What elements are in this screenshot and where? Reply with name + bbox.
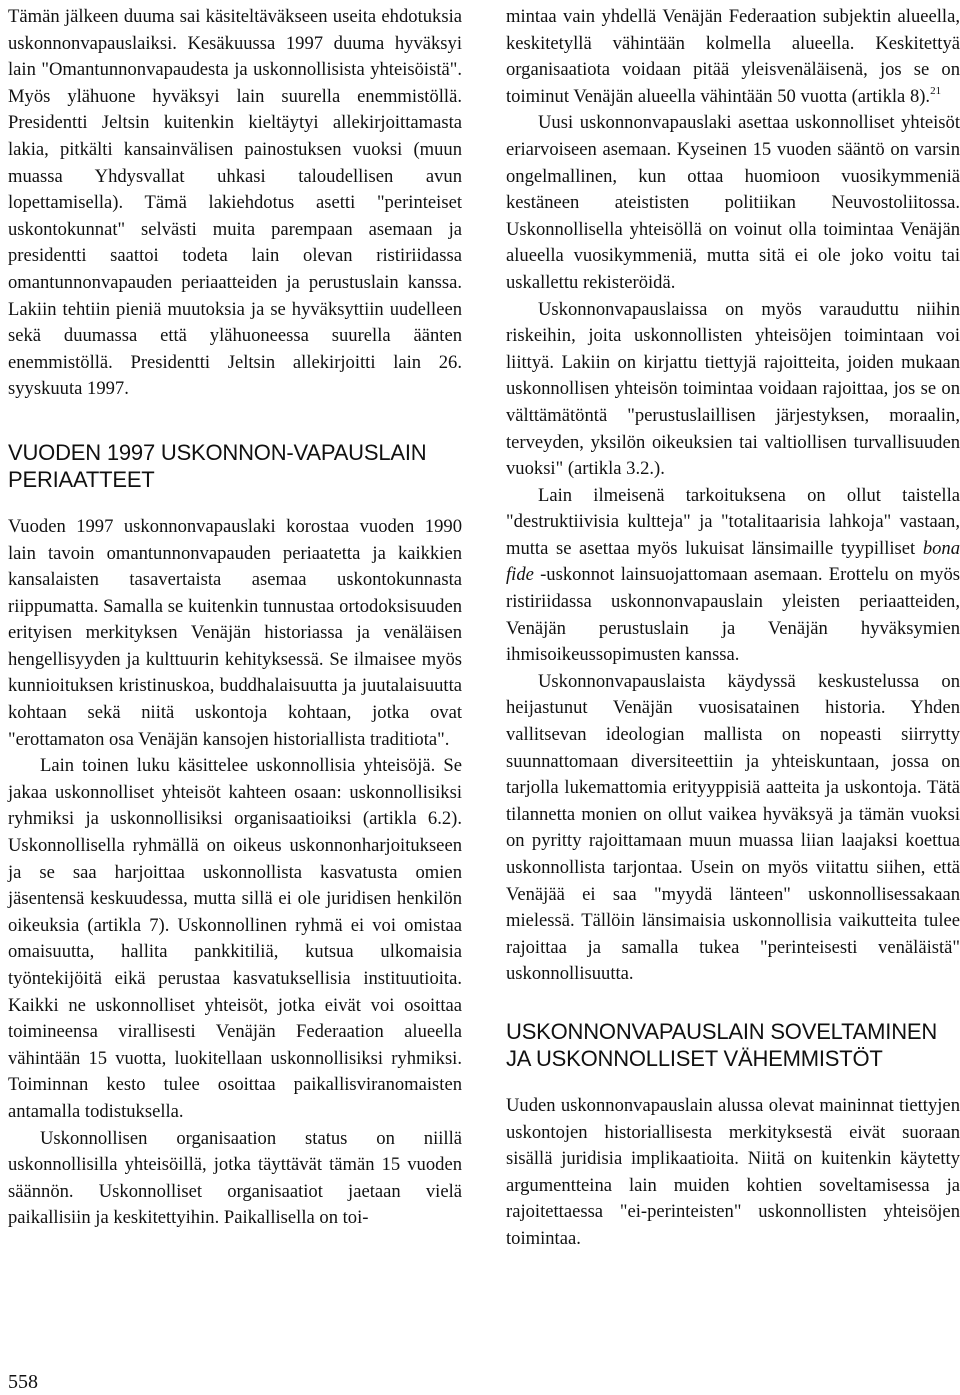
body-paragraph (506, 483, 960, 669)
body-paragraph: Uuden uskonnonvapauslain alussa olevat maininnat tiettyjen uskontojen historiallisesta merkityksestä eivät suoraan sisällä juridisia implikaatioita. Niitä on kuitenkin käytetty argumentteina lain muiden kohtien soveltamisessa ja rajoitettaessa "ei-perinteisten" uskonnollisten yhteisöjen toimintaa. (506, 1094, 960, 1249)
italic-term: bona fide (506, 537, 960, 586)
body-paragraph: Tämän jälkeen duuma sai käsiteltäväkseen useita ehdotuksia uskonnonvapauslaiksi. Kesäkuussa 1997 duuma hyväksyi lain "Omantunnonvapaudesta ja uskonnollisista yhteisöistä". Myös ylähuone hyväksyi lain suurella enemmistöllä. Presidentti Jeltsin kuitenkin kieltäytyi allekirjoittamasta lakia, pitkälti kansainvälisen painostuksen vuoksi (muun muassa Yhdysvallat uhkasi taloudellisen avun lopettamisella). Tämä lakiehdotus asetti "perinteiset uskontokunnat" selvästi muita parempaan asemaan ja presidentti saattoi todeta lain olevan ristiriidassa omantunnonvapauden periaatteiden ja perustuslain kanssa. Lakiin tehtiin pieniä muutoksia ja se hyväksyttiin uudelleen sekä duumassa että ylähuoneessa suurella äänten enemmistöllä. Presidentti Jeltsin allekirjoitti lain 26. syyskuuta 1997. (8, 6, 462, 400)
body-paragraph: Uusi uskonnonvapauslaki asettaa uskonnolliset yhteisöt eriarvoiseen asemaan. Kyseinen 15 vuoden sääntö on varsin ongelmallinen, kun ottaa huomioon vuosikymmeniä kestäneen ateististen politiikan Neuvostoliitossa. Uskonnollisella yhteisöllä on voinut olla toimintaa Venäjän alueella vuosikymmeniä, mutta sitä ei ole joko voitu tai uskallettu rekisteröidä. (506, 112, 960, 293)
right-column (506, 4, 960, 1253)
paragraph-text: Lain ilmeisenä tarkoituksena on ollut taistella "destruktiivisia kultteja" ja "totalitaarisia lahkoja" vastaan, mutta se asettaa myös lukuisat länsimaille tyypilliset (506, 484, 960, 559)
section-heading: VUODEN 1997 USKONNON-VAPAUSLAIN PERIAATTEET (8, 439, 427, 492)
section-heading: USKONNONVAPAUSLAIN SOVELTAMINEN JA USKONNOLLISET VÄHEMMISTÖT (506, 1018, 938, 1071)
body-paragraph: Lain toinen luku käsittelee uskonnollisia yhteisöjä. Se jakaa uskonnolliset yhteisöt kahteen osaan: uskonnollisiksi ryhmiksi ja uskonnollisiksi organisaatioiksi (artikla 6.2). Uskonnollisella ryhmällä on oikeus uskonnonharjoitukseen ja se saa harjoittaa uskonnollista kasvatusta omien jäsentensä keskuudessa, mutta sillä ei ole juridisen henkilön oikeuksia (artikla 7). Uskonnollinen ryhmä ei voi omistaa omaisuutta, hallita pankkitiliä, kutsua ulkomaisia työntekijöitä eikä perustaa kasvatuksellisia instituutioita. Kaikki ne uskonnolliset yhteisöt, jotka eivät voi osoittaa toimineensa virallisesti Venäjän Federaation alueella vähintään 15 vuotta, luokitellaan uskonnollisiksi ryhmiksi. Toiminnan kesto tulee osoittaa paikallisviranomaisten antamalla todistuksella. (8, 755, 462, 1122)
body-paragraph: Uskonnonvapauslaista käydyssä keskustelussa on heijastunut Venäjän vuosisatainen historia. Yhden vallitsevan ideologian mallista on nopeasti siirrytty suunnattomaan diversiteettiin ja yhteiskuntaan, jossa on tarjolla lukemattomia erityyppisiä aatteita ja uskontoja. Tätä tilannetta monien on ollut vaikea hyväksyä ja tämän vuoksi on pyritty rajoittamaan muun muassa liian laajaksi koettua uskonnollista tarjontaa. Usein on myös viitattu siihen, että Venäjää ei saa "myydä länteen" uskonnollisessakaan mielessä. Tällöin länsimaisia uskonnollisia vaikutteita tulee rajoittaa ja samalla tukea "perinteisesti venäläistä" uskonnollisuutta. (506, 670, 960, 985)
page-number: 558 (8, 1371, 38, 1393)
footnote-reference: 21 (930, 84, 942, 97)
body-paragraph (506, 4, 960, 110)
paragraph-text: mintaa vain yhdellä Venäjän Federaation subjektin alueella, keskitetyllä vähintään kolmella alueella. Keskitettyä organisaatiota voidaan pitää yleisvenäläisenä, jos se on toiminut Venäjän alueella vähintään 50 vuotta (artikla 8). (506, 6, 960, 107)
body-paragraph: Uskonnollisen organisaation status on niillä uskonnollisilla yhteisöillä, jotka täyttävät tämän 15 vuoden säännön. Uskonnolliset organisaatiot jaetaan vielä paikallisiin ja keskitettyihin. Paikallisella on toi- (8, 1127, 462, 1229)
left-column (8, 4, 462, 1232)
body-paragraph: Uskonnonvapauslaissa on myös varauduttu niihin riskeihin, joita uskonnollisten yhteisöjen toimintaan voi liittyä. Lakiin on kirjattu tiettyjä rajoitteita, joiden mukaan uskonnollisen yhteisön toimintaa voidaan rajoittaa, jos se on välttämätöntä "perustuslaillisen järjestyksen, moraalin, terveyden, yksilön oikeuksien tai valtiollisen turvallisuuden vuoksi" (artikla 3.2.). (506, 298, 960, 480)
paragraph-text: -uskonnot lainsuojattomaan asemaan. Erottelu on myös ristiriidassa uskonnonvapauslain yleisten periaatteiden, Venäjän perustuslain ja Venäjän hyväksymien ihmisoikeussopimusten kanssa. (506, 564, 960, 666)
body-paragraph: Vuoden 1997 uskonnonvapauslaki korostaa vuoden 1990 lain tavoin omantunnonvapauden periaatetta ja kaikkien kansalaisten tasavertaista asemaa uskontokunnasta riippumatta. Samalla se kuitenkin tunnustaa ortodoksisuuden erityisen merkityksen Venäjän historiassa ja venäläisen hengellisyyden ja kulttuurin kehityksessä. Se ilmaisee myös kunnioituksen kristinuskoa, buddhalaisuutta ja juutalaisuutta kohtaan sekä niitä uskontoja kohtaan, jotka ovat "erottamaton osa Venäjän kansojen historiallista traditiota". (8, 515, 462, 750)
